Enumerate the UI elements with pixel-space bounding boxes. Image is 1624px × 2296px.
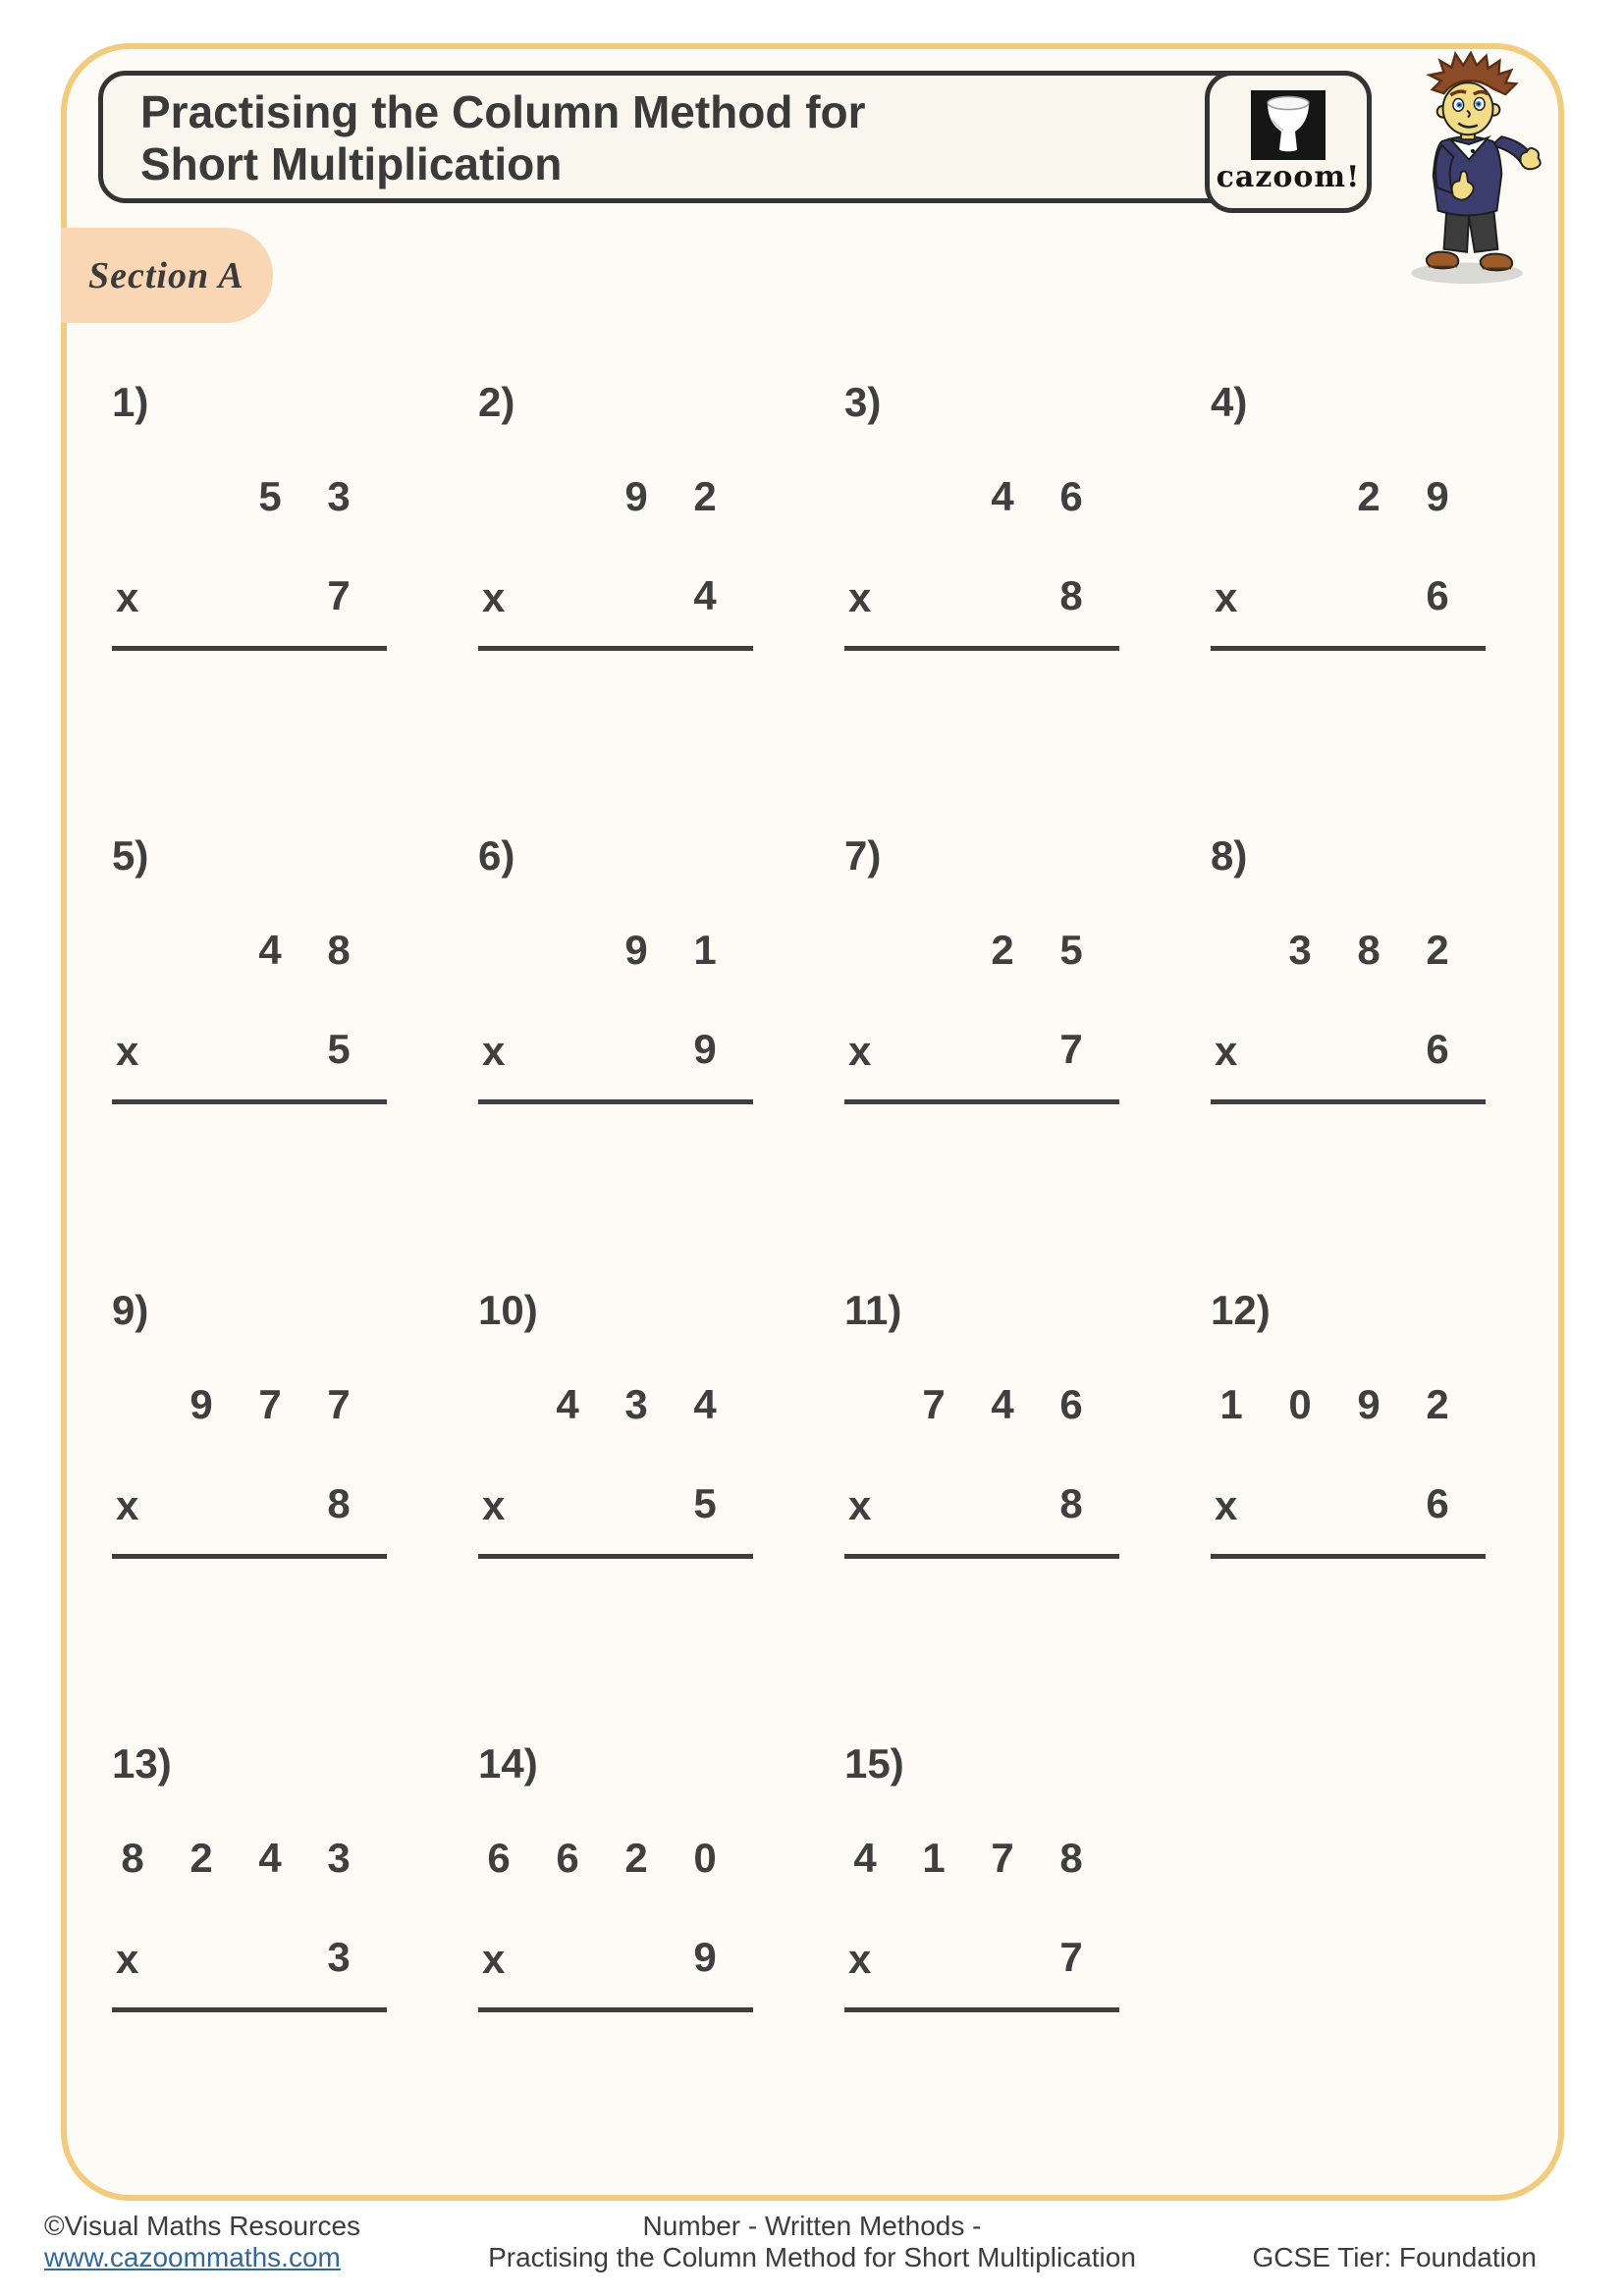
- multiplicand-digit: 2: [1426, 1381, 1449, 1427]
- multiplicand-digit: 7: [922, 1381, 946, 1427]
- multiplicand-digits: [112, 927, 373, 974]
- multiplier-digit: 6: [1426, 1026, 1449, 1072]
- multiplicand-digit: 4: [258, 1835, 282, 1881]
- multiplier-digit: 8: [1059, 572, 1083, 618]
- multiplicand-digit: 2: [1357, 473, 1380, 519]
- problem-number: 12): [1211, 1287, 1271, 1333]
- answer-line: [112, 2007, 387, 2012]
- problem-cell: [844, 1287, 1119, 1581]
- multiplicand-digit: 1: [1219, 1381, 1243, 1427]
- problem-number: 11): [844, 1287, 902, 1333]
- multiplicand-digit: 7: [327, 1381, 351, 1427]
- multiplier-digit: 5: [327, 1026, 351, 1072]
- problem-cell: [844, 1740, 1119, 2035]
- multiply-operator: x: [848, 1482, 872, 1528]
- multiplicand-digits: [112, 1835, 373, 1882]
- multiplicand-digit: 8: [1059, 1835, 1083, 1881]
- multiply-operator: x: [116, 574, 139, 620]
- multiply-operator: x: [1215, 1482, 1238, 1528]
- multiply-operator: x: [848, 1936, 872, 1982]
- answer-line: [1211, 1554, 1486, 1559]
- multiplier-digits: [844, 1934, 1106, 1981]
- multiplier-digits: [844, 1026, 1106, 1073]
- problem-cell: [844, 832, 1119, 1127]
- multiplicand-digits: [478, 473, 739, 520]
- problem-cell: [1211, 1287, 1486, 1581]
- multiplier-digits: [478, 1026, 739, 1073]
- multiplicand-digits: [1211, 1381, 1472, 1428]
- multiplier-digit: 7: [327, 572, 351, 618]
- multiplier-digits: [1211, 572, 1472, 619]
- page-title-line2: Short Multiplication: [140, 138, 563, 189]
- answer-line: [844, 1099, 1119, 1104]
- multiplicand-digits: [844, 1381, 1106, 1428]
- multiplicand-digit: 8: [327, 927, 351, 973]
- multiplicand-digits: [1211, 473, 1472, 520]
- multiplicand-digit: 9: [624, 927, 648, 973]
- multiplier-digits: [478, 1480, 739, 1527]
- problem-number: 15): [844, 1740, 904, 1787]
- multiply-operator: x: [482, 1482, 506, 1528]
- multiplicand-digits: [478, 927, 739, 974]
- multiply-operator: x: [848, 1028, 872, 1074]
- multiply-operator: x: [848, 574, 872, 620]
- problem-cell: [478, 1287, 753, 1581]
- multiplier-digit: 8: [327, 1480, 351, 1526]
- cazoom-wordmark: cazoom!: [1216, 160, 1361, 194]
- multiplicand-digits: [1211, 927, 1472, 974]
- multiplicand-digits: [112, 473, 373, 520]
- multiplicand-digit: 0: [693, 1835, 717, 1881]
- problem-number: 7): [844, 832, 882, 879]
- answer-line: [478, 2007, 753, 2012]
- multiplicand-digit: 6: [1059, 1381, 1083, 1427]
- multiplier-digit: 3: [327, 1934, 351, 1980]
- multiplicand-digits: [844, 1835, 1106, 1882]
- problem-number: 3): [844, 379, 882, 425]
- answer-line: [112, 1554, 387, 1559]
- multiplicand-digit: 0: [1288, 1381, 1312, 1427]
- multiplier-digit: 5: [693, 1480, 717, 1526]
- multiplier-digits: [112, 1480, 373, 1527]
- problem-number: 1): [112, 379, 149, 425]
- multiplicand-digit: 9: [189, 1381, 213, 1427]
- multiplicand-digit: 4: [258, 927, 282, 973]
- multiplicand-digits: [112, 1381, 373, 1428]
- footer-category-line2: Practising the Column Method for Short Multiplication: [488, 2242, 1136, 2272]
- multiply-operator: x: [116, 1936, 139, 1982]
- multiplicand-digit: 7: [991, 1835, 1014, 1881]
- multiplier-digits: [478, 1934, 739, 1981]
- multiplier-digits: [1211, 1026, 1472, 1073]
- multiply-operator: x: [116, 1482, 139, 1528]
- multiplicand-digit: 4: [991, 1381, 1014, 1427]
- answer-line: [478, 1099, 753, 1104]
- problem-number: 9): [112, 1287, 149, 1333]
- answer-line: [478, 1554, 753, 1559]
- problem-cell: [112, 1740, 387, 2035]
- answer-line: [1211, 1099, 1486, 1104]
- multiplicand-digit: 1: [922, 1835, 946, 1881]
- multiply-operator: x: [1215, 574, 1238, 620]
- problem-number: 13): [112, 1740, 172, 1787]
- multiplicand-digit: 7: [258, 1381, 282, 1427]
- problem-cell: [112, 832, 387, 1127]
- multiplicand-digit: 2: [1426, 927, 1449, 973]
- answer-line: [844, 1554, 1119, 1559]
- worksheet-title-box: [98, 71, 1372, 203]
- problem-number: 10): [478, 1287, 538, 1333]
- problem-cell: [844, 379, 1119, 673]
- multiplier-digit: 4: [693, 572, 717, 618]
- mascot-character-illustration: [1396, 51, 1543, 287]
- problem-cell: [112, 1287, 387, 1581]
- multiplicand-digits: [844, 927, 1106, 974]
- multiplier-digits: [844, 572, 1106, 619]
- cazoom-logo-badge: [1205, 71, 1372, 213]
- problem-cell: [478, 1740, 753, 2035]
- multiplicand-digit: 4: [853, 1835, 877, 1881]
- multiplicand-digit: 5: [258, 473, 282, 519]
- answer-line: [478, 646, 753, 651]
- footer-category-line1: Number - Written Methods -: [642, 2211, 982, 2241]
- multiplier-digit: 9: [693, 1934, 717, 1980]
- multiplicand-digit: 3: [327, 1835, 351, 1881]
- multiplier-digits: [112, 1934, 373, 1981]
- footer-copyright: ©Visual Maths Resources: [44, 2211, 361, 2241]
- section-a-tab: [61, 228, 273, 323]
- drum-logo-icon: [1251, 90, 1326, 160]
- multiplier-digits: [112, 572, 373, 619]
- problem-number: 14): [478, 1740, 538, 1787]
- multiplicand-digit: 1: [693, 927, 717, 973]
- multiplicand-digit: 4: [991, 473, 1014, 519]
- multiplicand-digit: 9: [1426, 473, 1449, 519]
- multiplier-digits: [478, 572, 739, 619]
- multiplicand-digit: 5: [1059, 927, 1083, 973]
- multiplicand-digits: [844, 473, 1106, 520]
- problem-cell: [112, 379, 387, 673]
- multiplicand-digit: 2: [991, 927, 1014, 973]
- multiplicand-digit: 6: [556, 1835, 579, 1881]
- multiplicand-digit: 4: [693, 1381, 717, 1427]
- multiplier-digit: 6: [1426, 1480, 1449, 1526]
- multiplicand-digit: 3: [1288, 927, 1312, 973]
- page-title-line1: Practising the Column Method for: [140, 86, 866, 137]
- multiplicand-digit: 3: [327, 473, 351, 519]
- problem-number: 8): [1211, 832, 1248, 879]
- answer-line: [112, 1099, 387, 1104]
- problem-number: 2): [478, 379, 515, 425]
- multiplicand-digit: 8: [121, 1835, 144, 1881]
- multiplicand-digits: [478, 1835, 739, 1882]
- multiplicand-digit: 2: [189, 1835, 213, 1881]
- page-title: [140, 86, 866, 190]
- multiplicand-digits: [478, 1381, 739, 1428]
- multiply-operator: x: [1215, 1028, 1238, 1074]
- problem-number: 6): [478, 832, 515, 879]
- multiplicand-digit: 6: [1059, 473, 1083, 519]
- multiply-operator: x: [482, 1028, 506, 1074]
- multiplicand-digit: 2: [624, 1835, 648, 1881]
- multiplier-digits: [1211, 1480, 1472, 1527]
- multiplicand-digit: 3: [624, 1381, 648, 1427]
- answer-line: [1211, 646, 1486, 651]
- multiply-operator: x: [482, 1936, 506, 1982]
- multiplier-digit: 7: [1059, 1026, 1083, 1072]
- problem-number: 4): [1211, 379, 1248, 425]
- multiplier-digits: [844, 1480, 1106, 1527]
- problem-cell: [478, 379, 753, 673]
- footer-website-link[interactable]: www.cazoommaths.com: [44, 2242, 341, 2272]
- problem-cell: [478, 832, 753, 1127]
- multiplier-digit: 6: [1426, 572, 1449, 618]
- problem-cell: [1211, 379, 1486, 673]
- multiplicand-digit: 9: [624, 473, 648, 519]
- multiplicand-digit: 2: [693, 473, 717, 519]
- answer-line: [112, 646, 387, 651]
- problem-number: 5): [112, 832, 149, 879]
- answer-line: [844, 2007, 1119, 2012]
- answer-line: [844, 646, 1119, 651]
- multiplicand-digit: 6: [487, 1835, 511, 1881]
- multiplicand-digit: 4: [556, 1381, 579, 1427]
- multiplier-digit: 9: [693, 1026, 717, 1072]
- multiplier-digits: [112, 1026, 373, 1073]
- multiplier-digit: 8: [1059, 1480, 1083, 1526]
- multiplicand-digit: 9: [1357, 1381, 1380, 1427]
- problem-cell: [1211, 832, 1486, 1127]
- multiplicand-digit: 8: [1357, 927, 1380, 973]
- multiplier-digit: 7: [1059, 1934, 1083, 1980]
- section-a-label: Section A: [88, 254, 244, 296]
- multiply-operator: x: [482, 574, 506, 620]
- footer-tier-label: GCSE Tier: Foundation: [1252, 2242, 1537, 2272]
- multiply-operator: x: [116, 1028, 139, 1074]
